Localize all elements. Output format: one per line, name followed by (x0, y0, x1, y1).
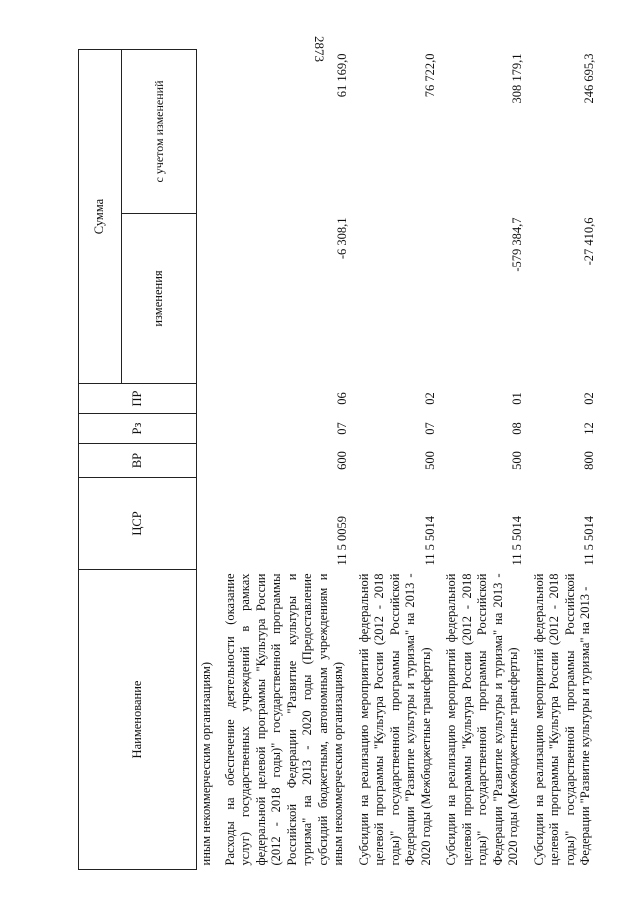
header-changes: изменения (122, 214, 197, 384)
row-rz: 08 (510, 422, 524, 435)
row-rz: 12 (582, 422, 596, 435)
row-total: 76 722,0 (422, 53, 437, 98)
row-vr: 500 (422, 451, 437, 470)
row-change: -27 410,6 (582, 217, 596, 266)
page-number: 2873 (312, 36, 327, 62)
row-change: -579 384,7 (510, 217, 524, 272)
row-csr: 11 5 5014 (422, 515, 437, 566)
row-pr (197, 384, 219, 414)
row-csr: 11 5 0059 (335, 515, 349, 566)
row-rz: 07 (422, 422, 437, 435)
header-sum: Сумма (79, 50, 122, 384)
row-vr: 800 (582, 451, 596, 470)
header-pr: ПР (79, 384, 197, 414)
row-total: 308 179,1 (510, 53, 524, 104)
table-row (528, 50, 600, 870)
row-vr: 600 (335, 451, 349, 470)
row-change (197, 214, 219, 384)
header-vr: ВР (79, 444, 197, 478)
row-pr: 06 (335, 392, 349, 405)
row-change (353, 214, 441, 384)
header-with-changes: с учетом изменений (122, 50, 197, 214)
table-row (440, 50, 528, 870)
row-name: Субсидии на реализацию мероприятий федеральной целевой программы "Культура России (2012 - 2018 годы)" государственной программы Российской Федерации "Развитие культуры и туризма" на 2013 - 2020 годы (Межбюджетные трансферты) (444, 573, 520, 866)
row-vr: 500 (510, 451, 524, 470)
row-csr: 11 5 5014 (582, 515, 596, 566)
row-csr: 11 5 5014 (510, 515, 524, 566)
row-pr: 02 (582, 392, 596, 405)
row-rz: 07 (335, 422, 349, 435)
header-csr: ЦСР (79, 478, 197, 570)
row-name: Субсидии на реализацию мероприятий федеральной целевой программы "Культура России (2012 - 2018 годы)" государственной программы Российской Федерации "Развитие культуры и туризма" на 2013 - (531, 573, 592, 866)
row-vr (197, 444, 219, 478)
row-csr (197, 478, 219, 570)
table-row (197, 50, 219, 870)
rotated-table-container (78, 50, 598, 870)
row-total (197, 50, 219, 214)
row-name: Расходы на обеспечение деятельности (оказание услуг) государственных учреждений в рамках федеральной целевой программы "Культура России (2012 - 2018 годы)" государственной программы Российской Федерации "Развитие культуры и туризма" на 2013 - 2020 годы (Предоставление субсидий бюджетным, автономным учреждениям и иным некоммерческим организациям) (222, 573, 345, 866)
table-row (353, 50, 441, 870)
row-change: -6 308,1 (335, 217, 349, 260)
header-name: Наименование (79, 570, 197, 870)
row-rz (197, 414, 219, 444)
table-body (197, 50, 600, 870)
row-name: Субсидии на реализацию мероприятий федеральной целевой программы "Культура России (2012 - 2018 годы)" государственной программы Российской Федерации "Развитие культуры и туризма" на 2013 - 2020 годы (Межбюджетные трансферты) (356, 573, 433, 866)
header-rz: Рз (79, 414, 197, 444)
row-pr: 02 (422, 392, 437, 405)
row-total: 246 695,3 (582, 53, 596, 104)
table-row (219, 50, 353, 870)
row-pr: 01 (510, 392, 524, 405)
table-header (79, 50, 197, 870)
row-total: 61 169,0 (335, 53, 349, 98)
row-name: иным некоммерческим организациям) (199, 661, 213, 866)
budget-table (78, 49, 600, 870)
